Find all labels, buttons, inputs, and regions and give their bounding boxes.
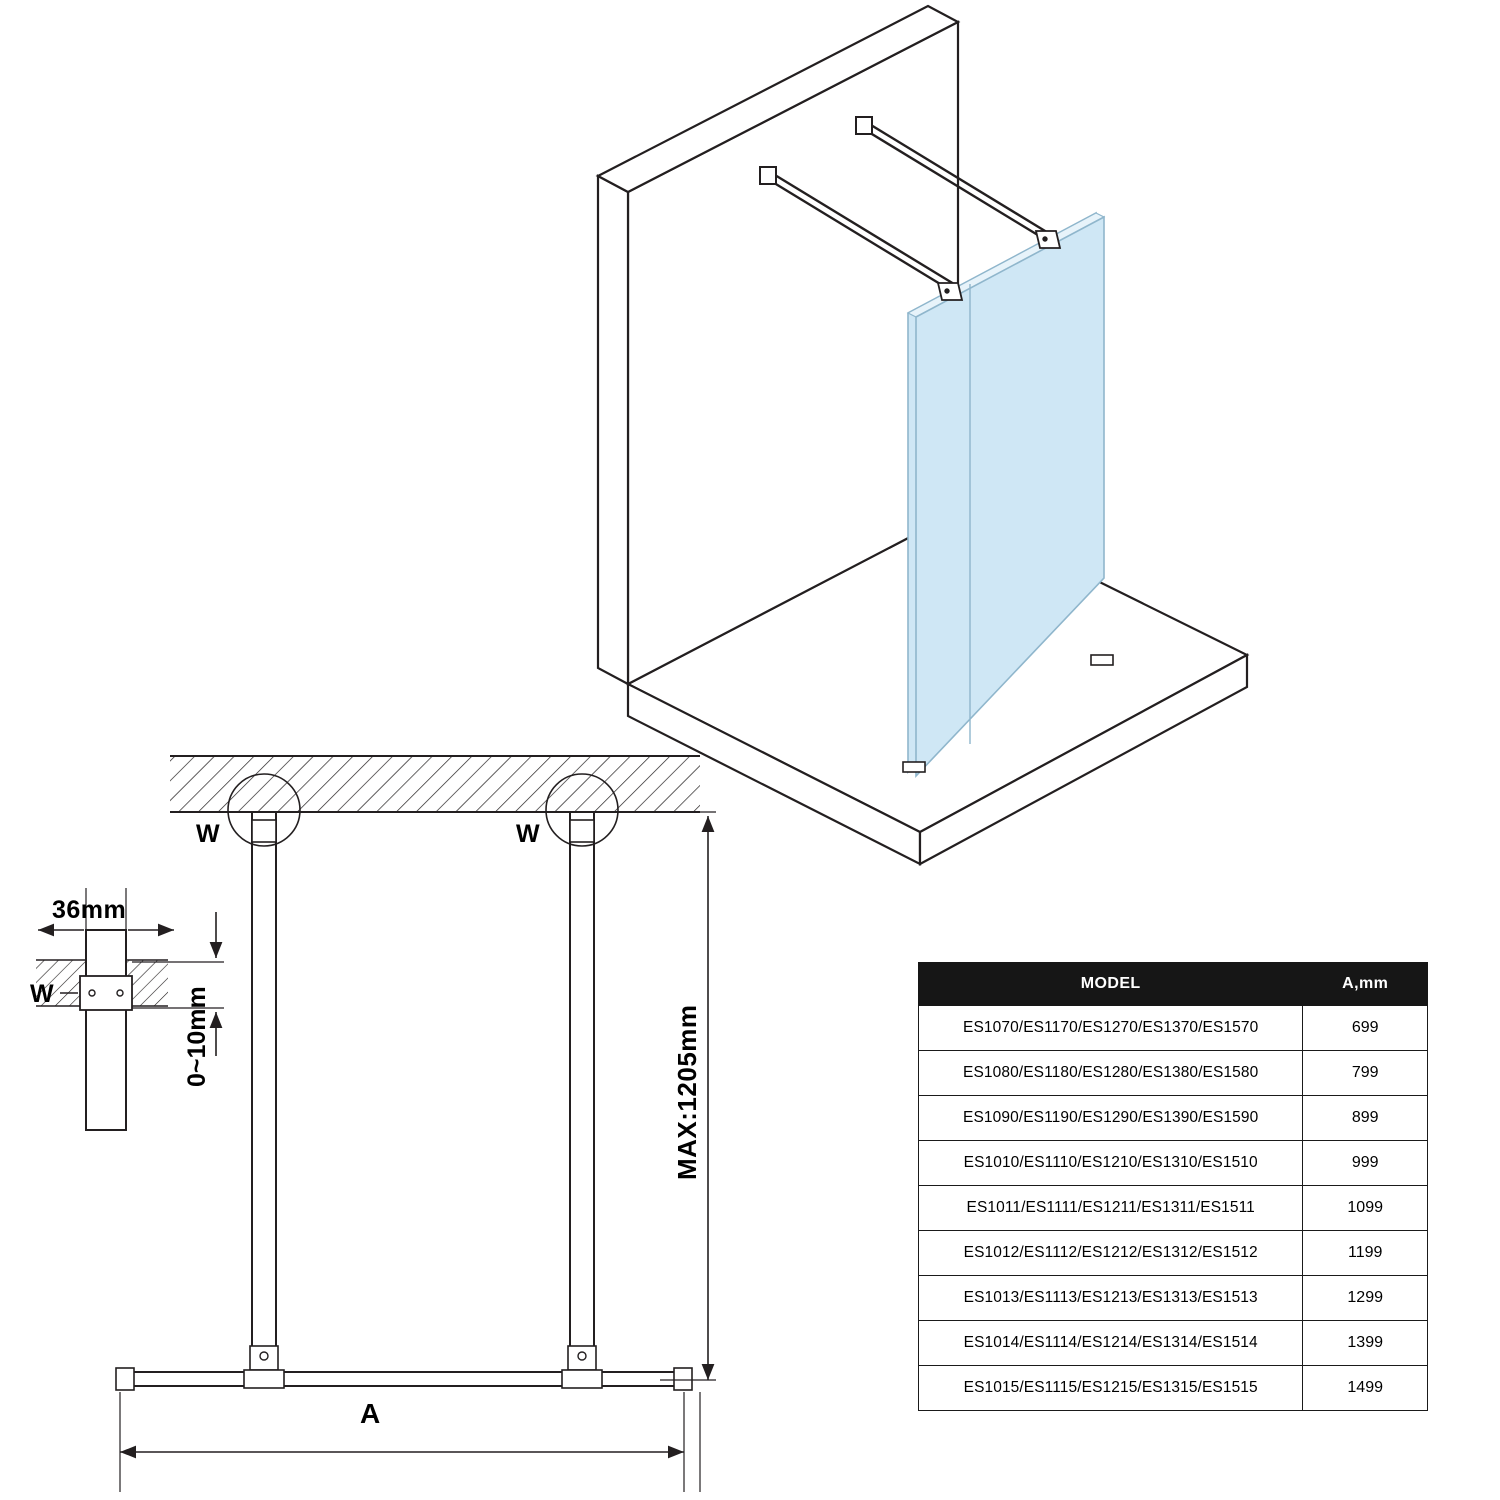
wall-marker-right: W [516, 820, 540, 848]
cell-model: ES1080/ES1180/ES1280/ES1380/ES1580 [919, 1051, 1303, 1096]
cell-model: ES1015/ES1115/ES1215/ES1315/ES1515 [919, 1366, 1303, 1411]
cell-dimension: 1299 [1303, 1276, 1428, 1321]
cell-dimension: 799 [1303, 1051, 1428, 1096]
table-body [919, 1006, 1428, 1411]
cell-model: ES1013/ES1113/ES1213/ES1313/ES1513 [919, 1276, 1303, 1321]
wall-marker-left: W [196, 820, 220, 848]
table-row [919, 1096, 1428, 1141]
bottom-rail [116, 1368, 692, 1390]
dimension-label-width: A [360, 1398, 381, 1429]
cell-model: ES1011/ES1111/ES1211/ES1311/ES1511 [919, 1186, 1303, 1231]
glass-floor-bracket-1 [903, 762, 925, 772]
model-dimension-table [918, 962, 1428, 1411]
dimension-label-thickness: 36mm [52, 896, 127, 924]
table-header-model: MODEL [919, 963, 1303, 1006]
cell-model: ES1014/ES1114/ES1214/ES1314/ES1514 [919, 1321, 1303, 1366]
perspective-view [598, 6, 1247, 864]
table-header-row [919, 963, 1428, 1006]
cell-model: ES1090/ES1190/ES1290/ES1390/ES1590 [919, 1096, 1303, 1141]
table-row [919, 1321, 1428, 1366]
table-row [919, 1276, 1428, 1321]
cell-dimension: 899 [1303, 1096, 1428, 1141]
table-row [919, 1006, 1428, 1051]
dimension-label-gap: 0~10mm [183, 986, 211, 1087]
table-row [919, 1186, 1428, 1231]
table-header-dimension: A,mm [1303, 963, 1428, 1006]
dimension-label-max-height: MAX:1205mm [672, 1004, 702, 1180]
cell-dimension: 999 [1303, 1141, 1428, 1186]
cell-model: ES1012/ES1112/ES1212/ES1312/ES1512 [919, 1231, 1303, 1276]
table-row [919, 1051, 1428, 1096]
elevation-view [116, 756, 716, 1492]
table-row [919, 1366, 1428, 1411]
post-left [250, 812, 278, 1380]
cell-model: ES1070/ES1170/ES1270/ES1370/ES1570 [919, 1006, 1303, 1051]
cell-model: ES1010/ES1110/ES1210/ES1310/ES1510 [919, 1141, 1303, 1186]
cell-dimension: 699 [1303, 1006, 1428, 1051]
post-right [568, 812, 596, 1380]
table-row [919, 1141, 1428, 1186]
cell-dimension: 1199 [1303, 1231, 1428, 1276]
table-row [919, 1231, 1428, 1276]
cell-dimension: 1499 [1303, 1366, 1428, 1411]
glass-floor-bracket-2 [1091, 655, 1113, 665]
cell-dimension: 1399 [1303, 1321, 1428, 1366]
cell-dimension: 1099 [1303, 1186, 1428, 1231]
wall-marker-detail: W [30, 980, 54, 1008]
